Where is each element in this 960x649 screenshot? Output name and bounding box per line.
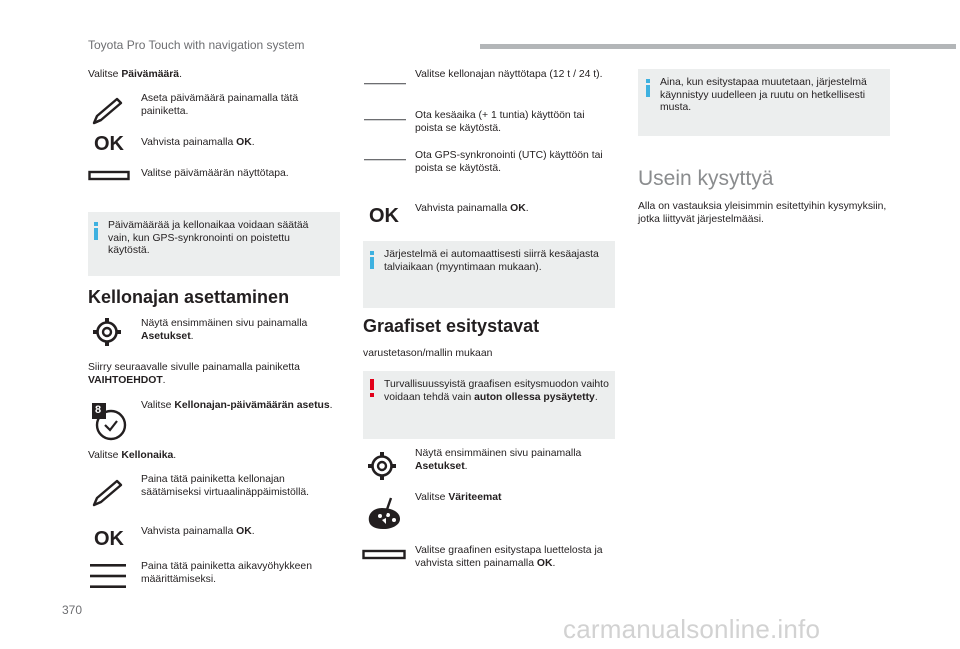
toggle-line-icon	[364, 82, 406, 86]
settings-gear-icon	[367, 451, 397, 481]
header-rule	[480, 44, 956, 49]
pencil-icon	[90, 478, 126, 508]
ok-icon: OK	[369, 205, 399, 227]
step-open-settings-2: Näytä ensimmäinen sivu painamalla Asetukset.	[415, 448, 582, 472]
badge-number: 8	[95, 404, 102, 416]
info-box-dst: Järjestelmä ei automaattisesti siirrä kesäajasta talviaikaan (myyntimaan mukaan).	[363, 241, 615, 308]
para-options: Siirry seuraavalle sivulle painamalla painiketta VAIHTOEHDOT.	[88, 362, 300, 386]
heading-set-time: Kellonajan asettaminen	[88, 287, 290, 307]
step-confirm-ok: Vahvista painamalla OK.	[141, 137, 255, 148]
step-open-settings: Näytä ensimmäinen sivu painamalla Asetukset.	[141, 318, 308, 342]
step-dst: Ota kesäaika (+ 1 tuntia) käyttöön tai poista se käytöstä.	[415, 110, 585, 134]
step-set-date: Aseta päivämäärä painamalla tätä painiketta.	[141, 93, 299, 117]
page-number: 370	[62, 603, 83, 617]
toggle-line-icon	[364, 158, 406, 162]
step-date-format: Valitse päivämäärän näyttötapa.	[141, 168, 289, 179]
info-icon	[92, 222, 101, 240]
heading-graphics: Graafiset esitystavat	[363, 316, 540, 336]
step-gps-sync: Ota GPS-synkronointi (UTC) käyttöön tai poista se käytöstä.	[415, 150, 603, 174]
palette-icon	[364, 494, 404, 534]
ok-icon: OK	[94, 528, 124, 550]
ok-icon: OK	[94, 133, 124, 155]
warning-box-safety: Turvallisuussyistä graafisen esitysmuodon vaihto voidaan tehdä vain auton ollessa pysäytetty.	[363, 371, 615, 439]
step-set-time-keyboard: Paina tätä painiketta kellonajan säätämiseksi virtuaalinäppäimistöllä.	[141, 474, 310, 498]
subtitle-trim-level: varustetason/mallin mukaan	[363, 348, 493, 359]
list-bar-icon	[362, 549, 406, 561]
heading-faq: Usein kysyttyä	[638, 167, 774, 190]
info-box-gps: Päivämäärää ja kellonaikaa voidaan säätää vain, kun GPS-synkronointi on poistettu käytöstä.	[88, 212, 340, 276]
step-confirm-ok-2: Vahvista painamalla OK.	[141, 526, 255, 537]
pencil-icon	[90, 96, 126, 126]
step-select-graphics: Valitse graafinen esitystapa luettelosta ja vahvista sitten painamalla OK.	[415, 545, 603, 569]
running-header: Toyota Pro Touch with navigation system	[88, 38, 305, 52]
para-select-time: Valitse Kellonaika.	[88, 450, 177, 461]
step-timezone: Paina tätä painiketta aikavyöhykkeen määrittämiseksi.	[141, 561, 312, 585]
step-confirm-ok-3: Vahvista painamalla OK.	[415, 203, 529, 214]
intro-select-date: Valitse Päivämäärä.	[88, 69, 182, 80]
info-icon	[644, 79, 653, 97]
watermark: carmanualsonline.info	[563, 614, 821, 644]
step-time-format: Valitse kellonajan näyttötapa (12 t / 24 t).	[415, 69, 603, 80]
info-icon	[368, 251, 377, 269]
warning-icon	[368, 379, 377, 397]
step-color-themes: Valitse Väriteemat	[415, 492, 502, 503]
list-bar-icon	[88, 170, 130, 182]
toggle-line-icon	[364, 118, 406, 122]
settings-gear-icon	[92, 317, 122, 347]
para-faq-intro: Alla on vastauksia yleisimmin esitettyihin kysymyksiin, jotka liittyvät järjestelmääsi.	[638, 201, 887, 225]
menu-lines-icon	[90, 562, 126, 590]
info-box-restart: Aina, kun esitystapaa muutetaan, järjestelmä käynnistyy uudelleen ja ruutu on hetkellisesti musta.	[638, 69, 890, 136]
step-time-date-settings: Valitse Kellonajan-päivämäärän asetus.	[141, 400, 333, 411]
